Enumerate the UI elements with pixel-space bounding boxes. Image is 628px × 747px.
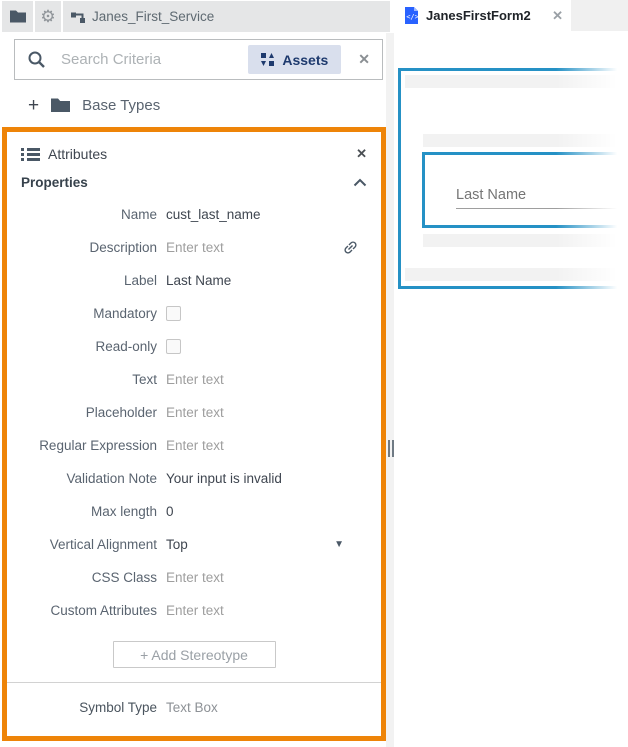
property-row bbox=[7, 231, 381, 264]
close-icon[interactable]: ✕ bbox=[552, 7, 563, 23]
left-tab-bar bbox=[0, 0, 390, 32]
property-label: Mandatory bbox=[93, 306, 157, 321]
property-value[interactable]: Your input is invalid bbox=[166, 471, 282, 486]
attributes-panel bbox=[2, 127, 386, 741]
property-row bbox=[7, 297, 381, 330]
editor-tab-bar bbox=[394, 0, 628, 31]
form-document-icon bbox=[404, 7, 419, 24]
property-row bbox=[7, 396, 381, 429]
property-label: Validation Note bbox=[66, 471, 157, 486]
form-placeholder-bar bbox=[405, 268, 628, 281]
search-icon bbox=[27, 50, 46, 69]
property-row bbox=[7, 429, 381, 462]
tree-item-label: Base Types bbox=[82, 96, 161, 114]
attributes-panel-title: Attributes bbox=[48, 146, 108, 162]
gear-icon: ⚙ bbox=[40, 7, 56, 26]
property-row bbox=[7, 330, 381, 363]
properties-section-title: Properties bbox=[21, 174, 88, 190]
selected-form-section[interactable] bbox=[398, 68, 628, 289]
service-icon bbox=[71, 10, 85, 24]
properties-section-header[interactable] bbox=[7, 166, 381, 198]
service-tab-label: Janes_First_Service bbox=[92, 9, 215, 24]
property-value[interactable]: cust_last_name bbox=[166, 207, 261, 222]
search-clear-icon[interactable]: ✕ bbox=[358, 51, 370, 67]
form-placeholder-bar bbox=[423, 234, 628, 247]
property-label: Name bbox=[120, 207, 157, 222]
property-value[interactable]: Enter text bbox=[166, 405, 224, 420]
property-value[interactable]: Enter text bbox=[166, 570, 224, 585]
attributes-panel-header bbox=[7, 132, 381, 166]
caret-down-icon[interactable]: ▼ bbox=[334, 539, 344, 550]
property-value[interactable]: Enter text bbox=[166, 240, 224, 255]
textbox-underline bbox=[456, 208, 628, 209]
property-row bbox=[7, 561, 381, 594]
form-placeholder-bar bbox=[405, 75, 628, 88]
selected-textbox-field[interactable] bbox=[422, 152, 628, 228]
folder-icon bbox=[9, 9, 27, 24]
settings-tab-button[interactable] bbox=[35, 1, 61, 32]
mandatory-checkbox[interactable] bbox=[166, 306, 181, 321]
folder-tab-button[interactable] bbox=[2, 1, 33, 32]
assets-filter-button[interactable] bbox=[248, 45, 341, 74]
expand-icon[interactable]: + bbox=[28, 94, 40, 116]
property-row bbox=[7, 363, 381, 396]
property-value[interactable]: Enter text bbox=[166, 372, 224, 387]
list-icon bbox=[21, 147, 40, 162]
symbol-type-row bbox=[7, 683, 381, 731]
property-row bbox=[7, 495, 381, 528]
property-label: Description bbox=[89, 240, 157, 255]
property-value[interactable]: Last Name bbox=[166, 273, 232, 288]
property-label: Custom Attributes bbox=[50, 603, 157, 618]
property-row bbox=[7, 264, 381, 297]
properties-rows bbox=[7, 198, 381, 627]
property-label: Regular Expression bbox=[39, 438, 157, 453]
form-canvas bbox=[394, 31, 628, 747]
service-tab[interactable] bbox=[63, 1, 390, 32]
property-label: Vertical Alignment bbox=[49, 537, 157, 552]
property-label: Label bbox=[123, 273, 157, 288]
property-value[interactable]: 0 bbox=[166, 504, 174, 519]
search-input[interactable] bbox=[61, 51, 248, 68]
property-row bbox=[7, 462, 381, 495]
symbol-type-label: Symbol Type bbox=[79, 699, 157, 715]
property-label: Max length bbox=[90, 504, 157, 519]
property-row bbox=[7, 528, 381, 561]
tree-item-base-types[interactable] bbox=[28, 92, 160, 118]
property-label: Text bbox=[132, 372, 157, 387]
close-icon[interactable]: ✕ bbox=[356, 146, 367, 161]
svg-text:</>: </> bbox=[406, 13, 419, 21]
form-placeholder-bar bbox=[423, 134, 628, 147]
chevron-up-icon[interactable] bbox=[353, 178, 367, 187]
assets-icon bbox=[261, 53, 275, 67]
add-stereotype-button[interactable]: + Add Stereotype bbox=[113, 641, 276, 668]
link-icon[interactable] bbox=[342, 239, 359, 256]
property-value[interactable]: Enter text bbox=[166, 603, 224, 618]
editor-tab-janesfirstform2[interactable] bbox=[394, 0, 571, 31]
property-value[interactable]: Enter text bbox=[166, 438, 224, 453]
search-bar bbox=[14, 39, 383, 80]
property-label: Read-only bbox=[95, 339, 157, 354]
symbol-type-value: Text Box bbox=[166, 699, 218, 715]
property-label: Placeholder bbox=[85, 405, 157, 420]
folder-icon bbox=[50, 97, 71, 113]
panel-splitter[interactable] bbox=[386, 33, 394, 747]
property-value[interactable]: Top bbox=[166, 537, 188, 552]
read-only-checkbox[interactable] bbox=[166, 339, 181, 354]
editor-tab-label: JanesFirstForm2 bbox=[426, 8, 531, 23]
property-row bbox=[7, 594, 381, 627]
property-row bbox=[7, 198, 381, 231]
assets-button-label: Assets bbox=[282, 51, 329, 68]
property-label: CSS Class bbox=[91, 570, 157, 585]
field-label: Last Name bbox=[456, 187, 527, 203]
